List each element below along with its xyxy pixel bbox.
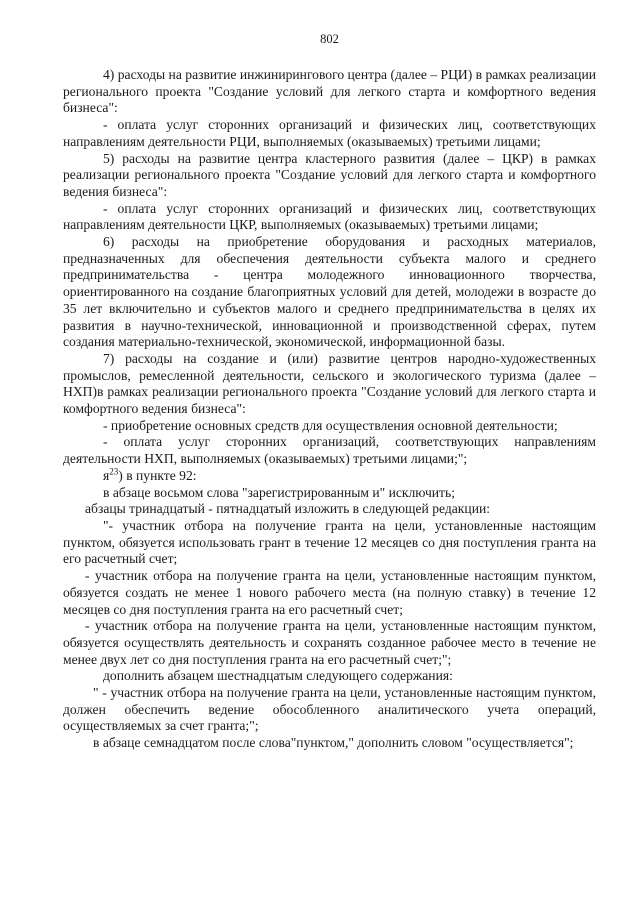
paragraph-quote-activity: - участник отбора на получение гранта на цели, установленные настоящим пунктом, обязуется осуществлять деятельность и сохранять созданное рабочее место в течение не менее двух лет со дня поступления гранта на его расчетный счет;"; [63,618,596,667]
paragraph-quote-accounting: " - участник отбора на получение гранта на цели, установленные настоящим пунктом, должен обеспечить ведение обособленного аналитического учета операций, осуществляемых за счет гранта;"; [63,685,596,734]
item-tail: ) в пункте 92: [118,467,197,483]
paragraph-item-ya23 [63,468,596,485]
item-superscript: 23 [109,466,119,477]
paragraph-item-6: 6) расходы на приобретение оборудования и расходных материалов, предназначенных для обеспечения деятельности субъекта малого и среднего предпринимательства - центра молодежного инновационного творчества, ориентированного на создание благоприятных условий для детей, молодежи в возрасте до 35 лет включительно и субъектов малого и среднего предпринимательства в целях их развития в научно-технической, инновационной и производственной сферах, путем создания материально-технической, экономической, информационной базы. [63,234,596,350]
paragraph-abzac-17: в абзаце семнадцатом после слова"пунктом," дополнить словом "осуществляется"; [93,735,574,751]
paragraph-add-abzac-16: дополнить абзацем шестнадцатым следующего содержания: [103,668,453,684]
item-letter: я [103,467,110,483]
page-number: 802 [320,32,339,46]
paragraph-abzac-8: в абзаце восьмом слова "зарегистрированным и" исключить; [103,484,455,500]
paragraph-quote-job: - участник отбора на получение гранта на цели, установленные настоящим пунктом, обязуется создать не менее 1 нового рабочего места (на полную ставку) в течение 12 месяцев со дня поступления гранта на его расчетный счет; [63,568,596,617]
paragraph-quote-grant-use: "- участник отбора на получение гранта на цели, установленные настоящим пунктом, обязуется использовать грант в течение 12 месяцев со дня поступления гранта на его расчетный счет; [63,517,596,567]
paragraph-dash-equipment: - приобретение основных средств для осуществления основной деятельности; [103,417,558,433]
paragraph-dash-rci: - оплата услуг сторонних организаций и физических лиц, соответствующих направлениям деятельности РЦИ, выполняемых (оказываемых) третьими лицами; [63,117,596,149]
paragraph-dash-ckr: - оплата услуг сторонних организаций и физических лиц, соответствующих направлениям деятельности ЦКР, выполняемых (оказываемых) третьими лицами; [63,200,596,233]
paragraph-item-4: 4) расходы на развитие инжинирингового центра (далее – РЦИ) в рамках реализации регионального проекта "Создание условий для легкого старта и комфортного ведения бизнеса": [63,67,596,116]
paragraph-item-7: 7) расходы на создание и (или) развитие центров народно-художественных промыслов, ремесленной деятельности, сельского и экологического туризма (далее – НХП)в рамках реализации регионального проекта "Создание условий для легкого старта и комфортного ведения бизнеса": [63,350,596,417]
paragraph-item-5: 5) расходы на развитие центра кластерного развития (далее – ЦКР) в рамках реализации регионального проекта "Создание условий для легкого старта и комфортного ведения бизнеса": [63,150,596,199]
paragraph-abzacy-13-15: абзацы тринадцатый - пятнадцатый изложить в следующей редакции: [85,501,491,517]
paragraph-dash-nhp: - оплата услуг сторонних организаций, соответствующих направлениям деятельности НХП, выполняемых (оказываемых) третьими лицами;"; [63,434,596,467]
